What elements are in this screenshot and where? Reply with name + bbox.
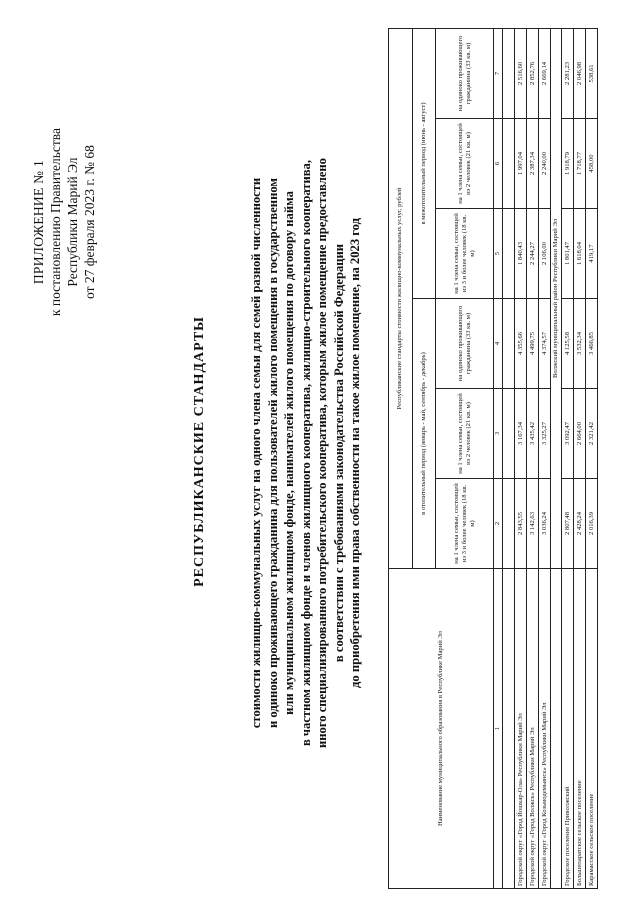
- table-row: [574, 28, 586, 888]
- row-name: Городской округ «Город Козьмодемьянск» Республики Марий Эл: [539, 569, 551, 889]
- row-value: 2 669,14: [539, 28, 551, 118]
- subtitle-line: стоимости жилищно-коммунальных услуг на одного члена семьи для семей разной численности: [249, 177, 263, 729]
- header-non-heating-period: в межотопительный период (июнь - август): [412, 28, 436, 298]
- column-number: 5: [494, 209, 503, 299]
- subtitle-line: и одиноко проживающего гражданина для пользователей жилого помещения в государственном: [265, 178, 280, 728]
- document-title: РЕСПУБЛИКАНСКИЕ СТАНДАРТЫ: [192, 316, 207, 587]
- header-sub: на одиноко проживающего гражданина (33 кв. м): [436, 28, 494, 118]
- row-value: 2 016,39: [586, 479, 598, 569]
- row-value: 3 435,42: [527, 389, 539, 479]
- row-value: 2 516,60: [515, 28, 527, 118]
- row-value: 3 167,34: [515, 389, 527, 479]
- standards-table-wrapper: [388, 29, 598, 889]
- spacer-row: [503, 28, 515, 888]
- appendix-block: [30, 128, 98, 316]
- subtitle-line: в соответствии с требованиями законодательства Российской Федерации: [331, 243, 346, 663]
- section-title: Волжский муниципальный район Республики Марий Эл: [551, 28, 562, 568]
- table-row: [515, 28, 527, 888]
- row-value: 2 244,27: [527, 209, 539, 299]
- row-name: Городское поселение Приволжский: [562, 569, 574, 889]
- row-value: 3 325,27: [539, 389, 551, 479]
- row-value: 3 466,85: [586, 299, 598, 389]
- subtitle-line: или муниципальном жилищном фонде, нанимателей жилого помещения по договору найма: [282, 191, 296, 715]
- row-value: 2 852,76: [527, 28, 539, 118]
- column-number: 6: [494, 119, 503, 209]
- row-value: 2 321,42: [586, 389, 598, 479]
- row-name: Городской округ «Город Волжск» Республики Марий Эл: [527, 569, 539, 889]
- row-value: 1 997,04: [515, 119, 527, 209]
- row-value: 4 374,57: [539, 299, 551, 389]
- row-value: 2 664,00: [574, 389, 586, 479]
- row-value: 2 281,23: [562, 28, 574, 118]
- header-group: Республиканские стандарты стоимости жилищно-коммунальных услуг, рублей: [389, 28, 413, 568]
- header-heating-period: в отопительный период (январь - май, сентябрь - декабрь): [412, 299, 436, 569]
- subtitle-line: иного специализированного потребительского кооператива, которым жилое помещение предоставлено: [315, 158, 329, 748]
- subtitle-line: до приобретения ими права собственности на такое жилое помещение, на 2023 год: [348, 218, 362, 688]
- standards-table: [388, 28, 598, 889]
- header-sub: на 1 члена семьи, состоящей из 3 и более человек (18 кв. м): [436, 209, 494, 299]
- row-value: 3 532,34: [574, 299, 586, 389]
- section-row: [551, 28, 562, 888]
- header-sub: на 1 члена семьи, состоящей из 2 человек (21 кв. м): [436, 389, 494, 479]
- header-sub: на 1 члена семьи, состоящей из 2 человек (21 кв. м): [436, 119, 494, 209]
- row-name: Городской округ «Город Йошкар-Ола» Республики Марий Эл: [515, 569, 527, 889]
- column-number: 2: [494, 479, 503, 569]
- row-value: 538,61: [586, 28, 598, 118]
- subtitle-line: в частном жилищном фонде и членов жилищного кооператива, жилищно-строительного кооператива,: [298, 159, 313, 747]
- column-number: 3: [494, 389, 503, 479]
- column-number: 1: [494, 569, 503, 889]
- row-value: 2 428,24: [574, 479, 586, 569]
- row-value: 3 092,47: [562, 389, 574, 479]
- table-row: [586, 28, 598, 888]
- appendix-title: ПРИЛОЖЕНИЕ № 1: [31, 159, 46, 285]
- row-value: 2 240,00: [539, 119, 551, 209]
- row-value: 2 843,55: [515, 479, 527, 569]
- row-value: 3 142,63: [527, 479, 539, 569]
- row-value: 4 355,66: [515, 299, 527, 389]
- row-value: 1 801,47: [562, 209, 574, 299]
- row-value: 1 840,43: [515, 209, 527, 299]
- row-value: 2 046,98: [574, 28, 586, 118]
- row-value: 2 106,00: [539, 209, 551, 299]
- row-value: 458,00: [586, 119, 598, 209]
- row-value: 1 618,04: [574, 209, 586, 299]
- row-value: 3 036,24: [539, 479, 551, 569]
- row-value: 4 499,75: [527, 299, 539, 389]
- document-subtitle: [248, 73, 364, 833]
- column-number: 4: [494, 299, 503, 389]
- table-row: [539, 28, 551, 888]
- row-value: 1 918,79: [562, 119, 574, 209]
- table-row: [527, 28, 539, 888]
- table-row: [562, 28, 574, 888]
- appendix-line-4: от 27 февраля 2023 г. № 68: [82, 145, 97, 299]
- appendix-line-3: Республики Марий Эл: [65, 157, 80, 287]
- row-name: Большепаратское сельское поселение: [574, 569, 586, 889]
- header-sub: на 1 члена семьи, состоящей из 3 и более человек (18 кв. м): [436, 479, 494, 569]
- appendix-line-2: к постановлению Правительства: [48, 128, 63, 317]
- row-value: 4 125,58: [562, 299, 574, 389]
- header-municipality: Наименование муниципального образования в Республике Марий Эл: [389, 569, 494, 889]
- row-name: Карамасское сельское поселение: [586, 569, 598, 889]
- row-value: 419,17: [586, 209, 598, 299]
- column-number: 7: [494, 28, 503, 118]
- row-value: 1 718,77: [574, 119, 586, 209]
- row-value: 2 807,48: [562, 479, 574, 569]
- header-sub: на одиноко проживающего гражданина (33 кв. м): [436, 299, 494, 389]
- row-value: 2 387,34: [527, 119, 539, 209]
